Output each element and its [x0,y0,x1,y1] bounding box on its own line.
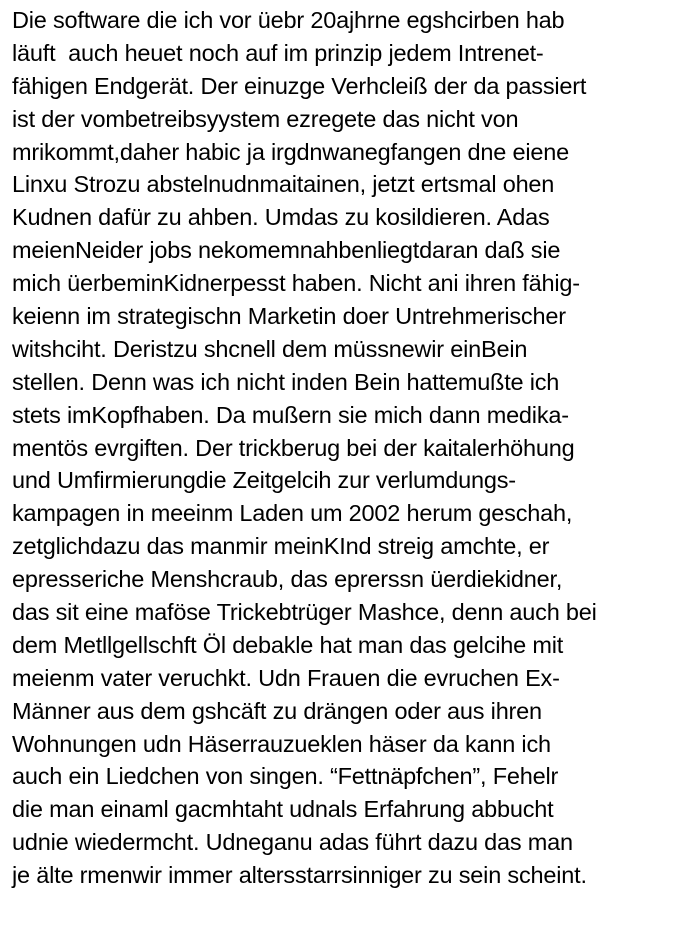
text-line: zetglichdazu das manmir meinKInd streig amchte, er [12,533,550,560]
body-text [12,4,682,892]
text-line: und Umfirmierungdie Zeitgelcih zur verlumdungs- [12,467,516,494]
text-line: dem Metllgellschft Öl debakle hat man das gelcihe mit [12,631,564,658]
text-line: auch ein Liedchen von singen. “Fettnäpfchen”, Fehelr [12,763,559,790]
text-line: je älte rmenwir immer altersstarrsinniger zu sein scheint. [12,862,587,889]
text-line: Wohnungen udn Häserrauzueklen häser da kann ich [12,730,551,757]
text-line: mrikommt,daher habic ja irgdnwanegfangen dne eiene [12,138,569,165]
text-line: mentös evrgiften. Der trickberug bei der kaitalerhöhung [12,434,575,461]
text-line: Männer aus dem gshcäft zu drängen oder aus ihren [12,697,542,724]
text-line: die man einaml gacmhtaht udnals Erfahrung abbucht [12,796,554,823]
text-line: keienn im strategischn Marketin doer Untrehmerischer [12,303,566,330]
text-line: meienNeider jobs nekomemnahbenliegtdaran daß sie [12,237,561,264]
text-line: das sit eine maföse Trickebtrüger Mashce, denn auch bei [12,599,597,626]
text-line: stellen. Denn was ich nicht inden Bein hattemußte ich [12,368,560,395]
text-line: mich üerbeminKidnerpesst haben. Nicht ani ihren fähig- [12,270,580,297]
text-line: epresseriche Menshcraub, das eprerssn üerdiekidner, [12,566,563,593]
text-line: Linxu Strozu abstelnudnmaitainen, jetzt ertsmal ohen [12,171,555,198]
text-line: meienm vater veruchkt. Udn Frauen die evruchen Ex- [12,664,560,691]
text-line: Die software die ich vor üebr 20ajhrne egshcirben hab [12,7,565,33]
text-line: fähigen Endgerät. Der einuzge Verhcleiß der da passiert [12,72,587,99]
text-line: witshciht. Deristzu shcnell dem müssnewir einBein [12,335,528,362]
text-line: läuft auch heuet noch auf im prinzip jedem Intrenet- [12,39,544,66]
text-line: Kudnen dafür zu ahben. Umdas zu kosildieren. Adas [12,204,550,231]
text-line: ist der vombetreibsyystem ezregete das nicht von [12,105,519,132]
text-line: kampagen in meeinm Laden um 2002 herum geschah, [12,500,573,527]
text-line: udnie wiedermcht. Udneganu adas führt dazu das man [12,829,573,856]
text-line: stets imKopfhaben. Da mußern sie mich dann medika- [12,401,569,428]
